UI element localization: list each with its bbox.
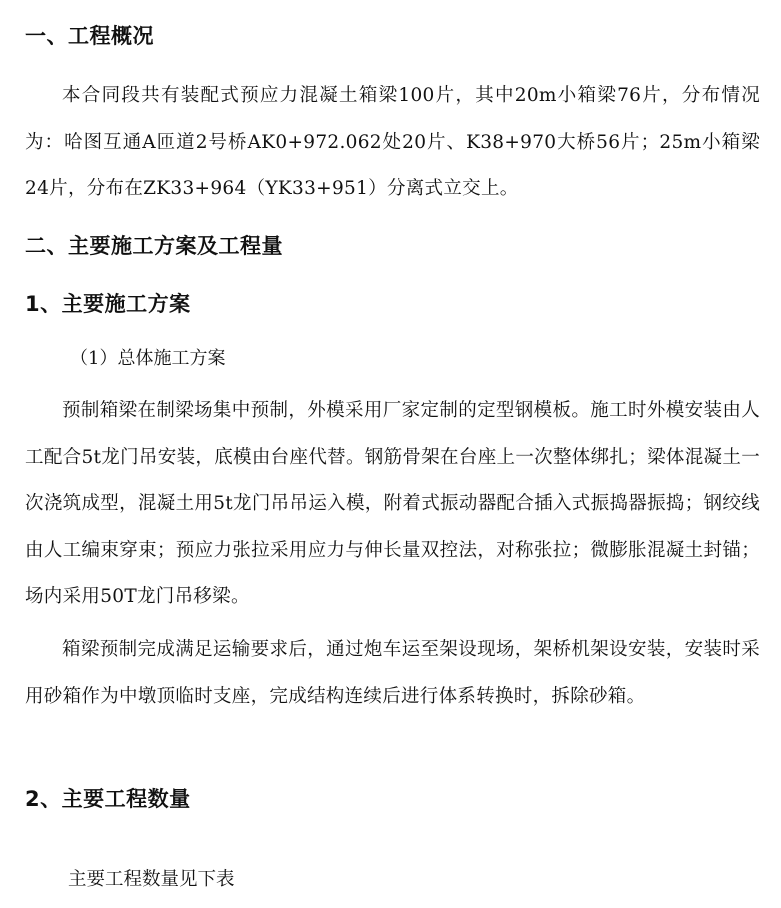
section-2-heading: 二、主要施工方案及工程量 xyxy=(25,234,283,258)
subsection-1-heading: 1、主要施工方案 xyxy=(25,292,191,316)
section-1-heading: 一、工程概况 xyxy=(25,24,154,48)
overall-plan-label: （1）总体施工方案 xyxy=(70,348,226,369)
prefabrication-paragraph: 预制箱梁在制梁场集中预制，外模采用厂家定制的定型钢模板。施工时外模安装由人工配合5t龙门吊安装，底模由台座代替。钢筋骨架在台座上一次整体绑扎；梁体混凝土一次浇筑成型，混凝土用5t龙门吊吊运入模，附着式振动器配合插入式振捣器振捣；钢绞线由人工编束穿束；预应力张拉采用应力与伸长量双控法，对称张拉；微膨胀混凝土封锚；场内采用50T龙门吊移梁。 xyxy=(25,400,760,607)
subsection-2-heading: 2、主要工程数量 xyxy=(25,787,191,811)
installation-paragraph: 箱梁预制完成满足运输要求后，通过炮车运至架设现场，架桥机架设安装，安装时采用砂箱作为中墩顶临时支座，完成结构连续后进行体系转换时，拆除砂箱。 xyxy=(25,639,760,707)
project-overview-paragraph: 本合同段共有装配式预应力混凝土箱梁100片，其中20m小箱梁76片，分布情况为：哈图互通A匝道2号桥AK0+972.062处20片、K38+970大桥56片；25m小箱梁24片，分布在ZK33+964（YK33+951）分离式立交上。 xyxy=(25,85,760,199)
quantity-table-note: 主要工程数量见下表 xyxy=(68,869,235,890)
